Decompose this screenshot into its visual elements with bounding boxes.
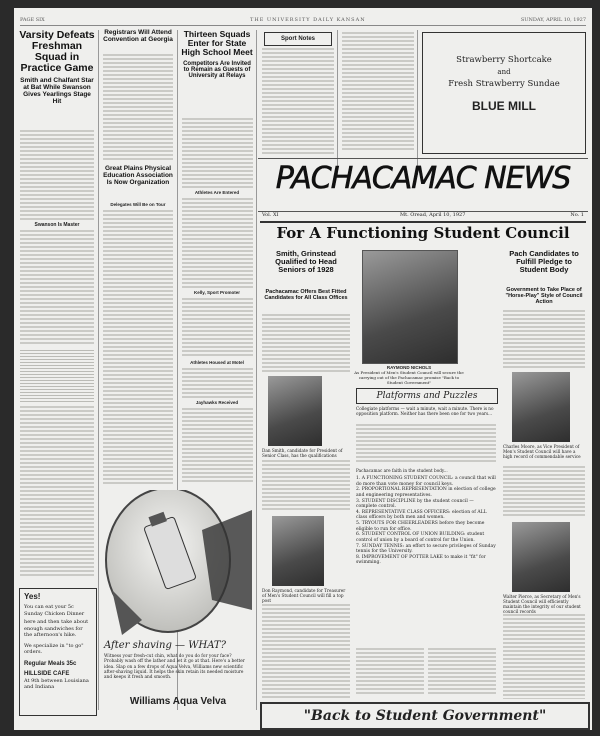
- footer-banner: [260, 702, 590, 730]
- col3-subhead: Competitors Are Invited to Remain as Guests of University at Relays: [183, 60, 251, 80]
- ad-line: We specialize in "to go" orders.: [24, 642, 84, 655]
- ad-sundae: Fresh Strawberry Sundae: [448, 79, 560, 89]
- ad-line: You can eat your 5c Sunday Chicken Dinner: [24, 604, 85, 617]
- column-rule: [256, 30, 257, 710]
- story1-subhead: Pachacamac Offers Best Fitted Candidates for All Class Offices: [264, 289, 348, 301]
- col1-text: [20, 130, 94, 220]
- story2-subhead: Government to Take Place of "Horse-Play" Style of Council Action: [505, 287, 583, 305]
- story2-caption-1: Charles Moore, as Vice President of Men's Student Council will have a high record of commendable service: [503, 444, 581, 460]
- masthead-vol: Vol. XI: [262, 212, 279, 218]
- aqua-velva-body: Witness your fresh-cut chin, what do you do for your face? Probably wash off the lather and let it go at that. Here's a better idea. Slap on a few drops of Aqua Velva, Williams new scientific after-shaving liquid. It helps the skin retain its needed moisture and keeps it fresh and smooth.: [104, 654, 245, 681]
- col2-headline: Registrars Will Attend Convention at Georgia: [103, 29, 173, 43]
- cafe-address: At 9th between Louisiana and Indiana: [24, 677, 89, 690]
- column-3: [180, 30, 254, 80]
- story2-caption-2: Walter Pierce, as Secretary of Men's Student Council will efficiently maintain the integrity of our student council records: [503, 594, 581, 615]
- aqua-velva-illustration: [102, 490, 254, 640]
- col1-text-2: [20, 230, 94, 345]
- col2-headline-2: Great Plains Physical Education Association Is Now Organization: [103, 165, 173, 186]
- col1-headline: Varsity Defeats Freshman Squad in Practice Game: [19, 29, 95, 75]
- sport-notes-box: [264, 32, 332, 46]
- col3-text-4: [182, 368, 253, 398]
- platforms-title-box: [356, 388, 498, 404]
- platform-item: 6. STUDENT CONTROL OF UNION BUILDING: student control of union by a board of control for the Union.: [356, 532, 485, 543]
- col3-subhead-5: Jayhawks Received: [195, 400, 239, 405]
- main-headline: For A Functioning Student Council: [276, 224, 570, 242]
- sport-notes-text-2: [342, 32, 414, 152]
- col1-subhead-2: Swanson Is Master: [34, 222, 80, 228]
- page-date: SUNDAY, APRIL 10, 1927: [520, 17, 586, 23]
- col3-subhead-4: Athletes Housed at Motel: [190, 360, 244, 365]
- ad-blue-mill: BLUE MILL: [472, 99, 536, 113]
- story1-text: [262, 314, 350, 372]
- ad-and: and: [497, 68, 511, 76]
- col2-text: [103, 54, 173, 162]
- portrait-name: RAYMOND NICHOLS: [386, 365, 432, 370]
- masthead-place: Mt. Oread, April 10, 1927: [400, 212, 466, 218]
- walter-pierce-photo: [512, 522, 570, 592]
- column-1: [19, 30, 95, 105]
- platform-item: 1. A FUNCTIONING STUDENT COUNCIL: a council that will do more than vote money for council keys.: [356, 476, 496, 487]
- platform-item: 8. IMPROVEMENT OF POTTER LAKE to make it "fit" for swimming.: [356, 554, 486, 566]
- platform-item: 3. STUDENT DISCIPLINE by the student council — complete control.: [356, 498, 474, 510]
- portrait-caption: As President of Men's Student Council will secure the carrying out of the Pachacamac promise "Back to Student Government": [354, 370, 464, 385]
- sport-notes-title: Sport Notes: [280, 36, 315, 42]
- dan-smith-photo: [268, 376, 322, 446]
- footer-slogan: "Back to Student Government": [303, 708, 547, 724]
- story2-text: [503, 310, 585, 370]
- col3-text-5: [182, 408, 253, 483]
- platforms-title: Platforms and Puzzles: [376, 391, 478, 401]
- paper-name: THE UNIVERSITY DAILY KANSAN: [250, 17, 366, 23]
- story2-text-2: [503, 466, 585, 518]
- hillside-cafe-ad: [19, 588, 97, 716]
- col3-text-3: [182, 298, 253, 358]
- platform-item: 7. SUNDAY TENNIS: an effort to secure privileges of Sunday tennis for the University.: [356, 543, 496, 555]
- column-rule: [417, 30, 418, 175]
- don-raymond-photo: [272, 516, 324, 586]
- col1-text-3: [20, 406, 94, 576]
- newspaper-page: [14, 8, 592, 730]
- story2-text-3: [503, 614, 585, 699]
- col3-text-2: [182, 198, 253, 288]
- col3-subhead-3: Kelly, Sport Promoter: [194, 290, 240, 295]
- column-2: [102, 30, 174, 44]
- masthead-dateline: [260, 212, 586, 223]
- story2-headline: Pach Candidates to Fulfill Pledge to Student Body: [509, 249, 579, 274]
- column-rule: [337, 30, 338, 175]
- column-rule: [98, 30, 99, 710]
- masthead-number: No. 1: [570, 212, 584, 218]
- story1-caption-2: Don Raymond, candidate for Treasurer of Men's Student Council will fill a top post: [262, 588, 346, 604]
- col2-subhead: Delegates Will Be on Tour: [110, 202, 166, 207]
- platforms-text-2: [356, 648, 424, 696]
- ad-yes: Yes!: [24, 592, 41, 601]
- ad-shortcake: Strawberry Shortcake: [456, 55, 552, 65]
- platform-item: 4. REPRESENTATIVE CLASS OFFICERS: election of ALL class officers by both men and women.: [356, 509, 487, 521]
- blue-mill-ad: [422, 32, 586, 154]
- box-score: [20, 350, 94, 402]
- sport-notes-text: [262, 48, 334, 154]
- aqua-velva-ad: [102, 490, 254, 714]
- platform-item: 2. PROPORTIONAL REPRESENTATION in election of college and engineering representatives.: [356, 487, 496, 498]
- aqua-velva-headline: After shaving — WHAT?: [104, 640, 226, 651]
- charles-moore-photo: [512, 372, 570, 442]
- story1-text-3: [262, 604, 350, 699]
- platform-item: 5. TRYOUTS FOR CHEERLEADERS before they become eligible to run for office.: [356, 521, 485, 532]
- page-number: PAGE SIX: [20, 17, 45, 23]
- aqua-velva-brand: Williams Aqua Velva: [129, 696, 227, 707]
- col3-headline: Thirteen Squads Enter for State High School Meet: [181, 29, 253, 57]
- story1-text-2: [262, 460, 350, 512]
- story1-caption-1: Dan Smith, candidate for President of Senior Class, has the qualifications: [262, 448, 343, 459]
- ad-line: Regular Meals 35c: [24, 660, 77, 667]
- cafe-name: HILLSIDE CAFE: [24, 670, 70, 677]
- story1-headline: Smith, Grinstead Qualified to Head Seniors of 1928: [275, 249, 337, 274]
- col3-text: [182, 118, 253, 188]
- masthead: [258, 158, 588, 212]
- page-header: [20, 11, 586, 26]
- masthead-title: PACHACAMAC NEWS: [275, 161, 571, 196]
- platforms-intro: Collegiate platforms — wait a minute, wait a minute. There is no opposition platform. Neither has there been one for two years...: [356, 406, 494, 417]
- col2-text-2: [103, 210, 173, 485]
- raymond-nichols-photo: [362, 250, 458, 364]
- platforms-text-3: [428, 648, 496, 696]
- col3-subhead-2: Athletes Are Entered: [194, 190, 240, 195]
- platforms-list-title: Pachacamac are faith in the student body...: [356, 468, 448, 473]
- col1-subhead: Smith and Chalfant Star at Bat While Swanson Gives Yearlings Stage Hit: [20, 77, 94, 105]
- ad-line: here and then take about enough sandwiches for the afternoon's hike.: [24, 619, 89, 638]
- platform-list: [356, 476, 496, 566]
- platforms-text: [356, 424, 496, 464]
